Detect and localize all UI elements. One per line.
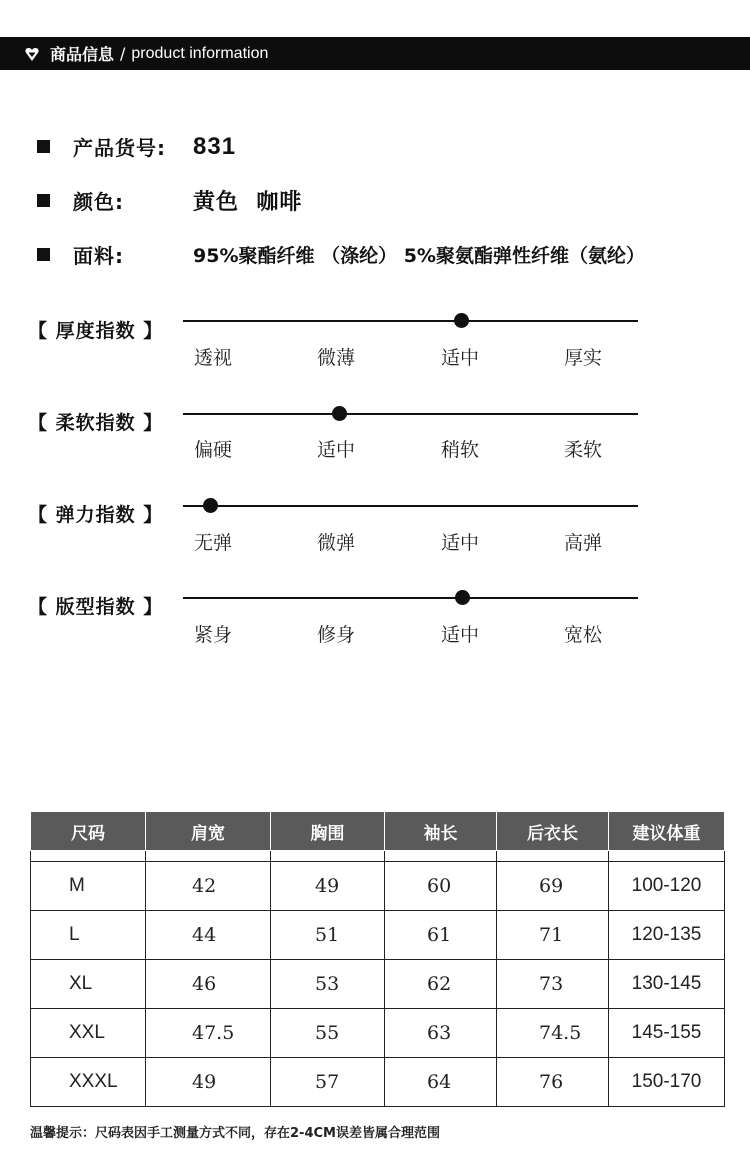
section-header — [0, 37, 750, 70]
table-cell: 73 — [497, 960, 609, 1009]
size-cell: XXL — [31, 1009, 146, 1058]
table-row — [31, 911, 725, 960]
table-header-row — [31, 812, 725, 851]
table-cell: 57 — [271, 1058, 385, 1107]
scale-label: 宽松 — [564, 624, 603, 646]
table-cell: 42 — [146, 862, 271, 911]
scale-title-elasticity: 【 弹力指数 】 — [28, 504, 164, 526]
info-row-color — [37, 185, 302, 216]
table-cell: 51 — [271, 911, 385, 960]
table-cell: 53 — [271, 960, 385, 1009]
table-cell: 120-135 — [609, 911, 725, 960]
table-cell: 49 — [146, 1058, 271, 1107]
scale-title-softness: 【 柔软指数 】 — [28, 412, 164, 434]
table-cell: 61 — [385, 911, 497, 960]
info-value: 95%聚酯纤维 （涤纶） 5%聚氨酯弹性纤维（氨纶） — [193, 245, 645, 267]
table-cell: 74.5 — [497, 1009, 609, 1058]
table-cell: 71 — [497, 911, 609, 960]
table-cell: 44 — [146, 911, 271, 960]
bullet-square — [37, 248, 50, 261]
scale-indicator-dot — [332, 406, 347, 421]
table-row — [31, 1009, 725, 1058]
table-cell: 130-145 — [609, 960, 725, 1009]
scale-label: 透视 — [194, 347, 233, 369]
column-header: 建议体重 — [609, 812, 725, 851]
scale-label: 柔软 — [564, 439, 603, 461]
size-cell: L — [31, 911, 146, 960]
scale-indicator-dot — [454, 313, 469, 328]
table-cell: 55 — [271, 1009, 385, 1058]
info-label: 面料: — [73, 244, 124, 268]
scale-title-fit: 【 版型指数 】 — [28, 596, 164, 618]
column-header: 肩宽 — [146, 812, 271, 851]
header-title: 商品信息 — [50, 45, 115, 64]
table-cell: 76 — [497, 1058, 609, 1107]
table-row — [31, 1058, 725, 1107]
scale-title-thickness: 【 厚度指数 】 — [28, 320, 164, 342]
size-table — [30, 811, 725, 1107]
table-cell: 64 — [385, 1058, 497, 1107]
bullet-square — [37, 140, 50, 153]
scale-line — [183, 505, 638, 507]
scale-label: 适中 — [441, 347, 480, 369]
header-subtitle: product information — [131, 44, 269, 62]
column-header: 胸围 — [271, 812, 385, 851]
table-cell: 63 — [385, 1009, 497, 1058]
scale-label: 紧身 — [194, 624, 233, 646]
scale-label: 偏硬 — [194, 439, 233, 461]
scale-label: 高弹 — [564, 532, 603, 554]
table-spacer-row — [31, 851, 725, 862]
table-cell: 100-120 — [609, 862, 725, 911]
info-row-fabric — [37, 240, 645, 269]
scale-label: 微弹 — [317, 532, 356, 554]
scale-label: 微薄 — [317, 347, 356, 369]
bullet-square — [37, 194, 50, 207]
table-cell: 46 — [146, 960, 271, 1009]
size-cell: M — [31, 862, 146, 911]
scale-line — [183, 320, 638, 322]
table-row — [31, 960, 725, 1009]
scale-line — [183, 413, 638, 415]
scale-line — [183, 597, 638, 599]
scale-label: 稍软 — [441, 439, 480, 461]
info-value: 831 — [193, 132, 237, 160]
table-cell: 60 — [385, 862, 497, 911]
info-row-item-number — [37, 132, 236, 161]
info-label: 产品货号: — [73, 136, 166, 160]
table-cell: 69 — [497, 862, 609, 911]
column-header: 尺码 — [31, 812, 146, 851]
table-cell: 49 — [271, 862, 385, 911]
scale-label: 适中 — [441, 532, 480, 554]
scale-label: 无弹 — [194, 532, 233, 554]
size-cell: XXXL — [31, 1058, 146, 1107]
table-cell: 145-155 — [609, 1009, 725, 1058]
scale-indicator-dot — [203, 498, 218, 513]
info-value: 黄色 咖啡 — [193, 190, 303, 215]
scale-label: 厚实 — [564, 347, 603, 369]
size-footnote: 温馨提示：尺码表因手工测量方式不同，存在2-4CM误差皆属合理范围 — [30, 1126, 440, 1141]
column-header: 袖长 — [385, 812, 497, 851]
info-label: 颜色: — [73, 190, 124, 214]
table-cell: 150-170 — [609, 1058, 725, 1107]
table-row — [31, 862, 725, 911]
scale-indicator-dot — [455, 590, 470, 605]
header-separator: / — [120, 44, 126, 63]
table-cell: 47.5 — [146, 1009, 271, 1058]
scale-label: 适中 — [317, 439, 356, 461]
scale-label: 适中 — [441, 624, 480, 646]
heart-shield-icon — [24, 46, 40, 62]
scale-label: 修身 — [317, 624, 356, 646]
size-cell: XL — [31, 960, 146, 1009]
column-header: 后衣长 — [497, 812, 609, 851]
table-cell: 62 — [385, 960, 497, 1009]
